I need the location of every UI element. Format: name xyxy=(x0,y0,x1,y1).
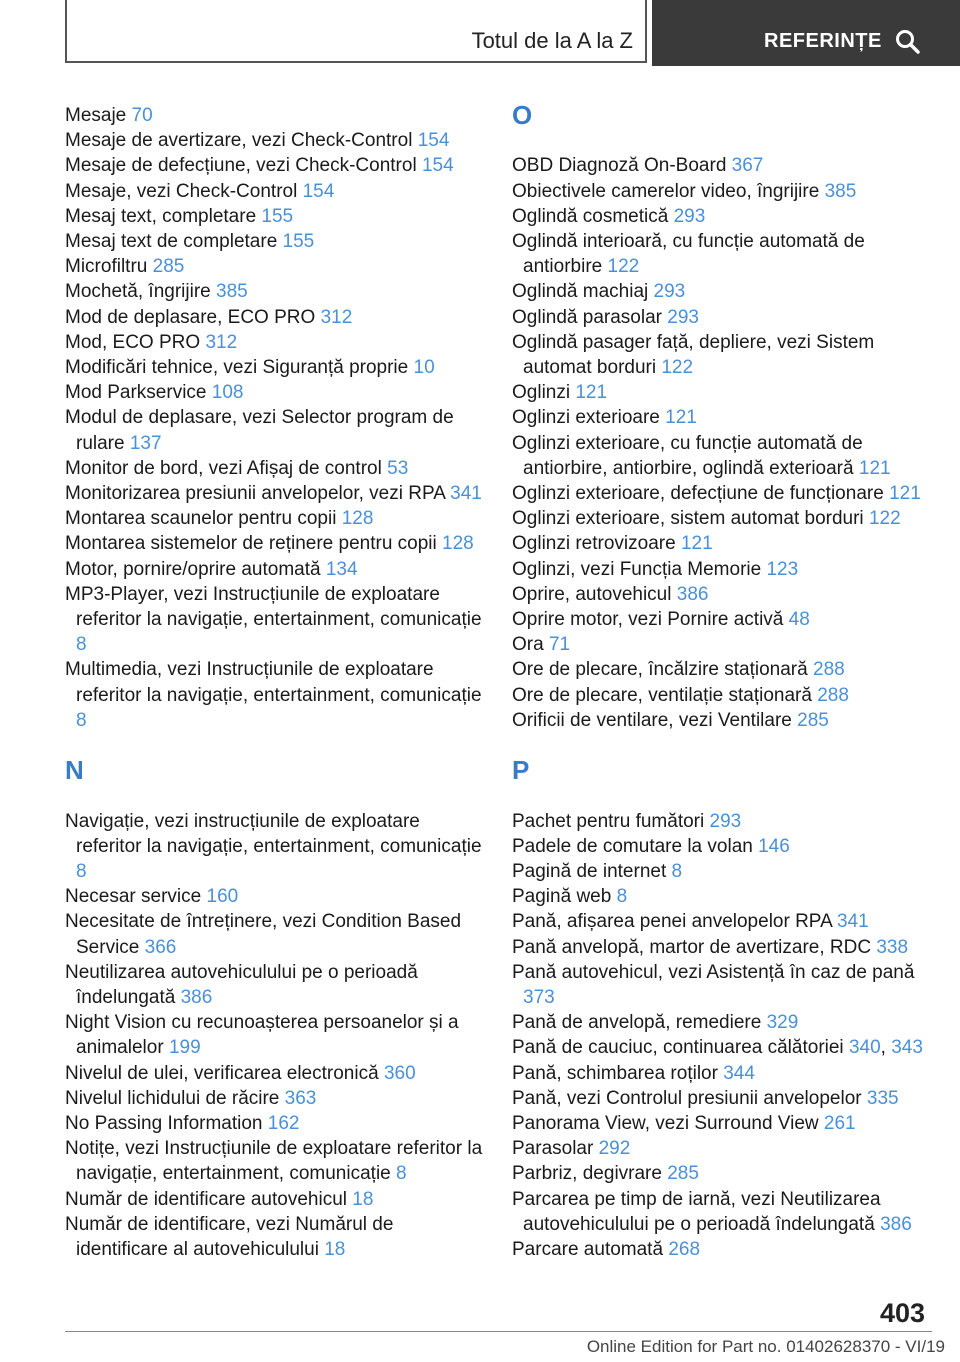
index-entry xyxy=(65,128,485,153)
index-entry xyxy=(65,1136,485,1186)
index-entry xyxy=(512,859,932,884)
page-link[interactable]: 18 xyxy=(324,1239,346,1261)
footer-divider xyxy=(65,1331,932,1332)
index-entry xyxy=(65,153,485,178)
page-link[interactable]: 121 xyxy=(665,407,697,429)
index-entry xyxy=(512,153,932,178)
index-entry-text: Pană, vezi Controlul presiunii anvelopelor xyxy=(512,1087,862,1109)
index-entry-text: Mod Parkservice xyxy=(65,382,207,404)
index-entry-text: Pană de cauciuc, continuarea călătoriei xyxy=(512,1037,844,1059)
index-entry xyxy=(65,229,485,254)
index-entry-text: Night Vision cu recunoașterea persoanelor și a animalelor xyxy=(65,1012,459,1059)
index-entry-text: Oglinzi exterioare, defecțiune de funcționare xyxy=(512,483,884,505)
index-entry xyxy=(65,204,485,229)
page-link[interactable]: 199 xyxy=(168,1037,201,1059)
page-link[interactable]: 385 xyxy=(824,180,857,202)
index-entry xyxy=(512,1086,932,1111)
page-link[interactable]: 340 xyxy=(848,1037,881,1059)
index-entry-text: Mod, ECO PRO xyxy=(65,331,201,353)
page-link[interactable]: 343 xyxy=(891,1037,923,1059)
page-link[interactable]: 123 xyxy=(766,558,799,580)
index-column-left xyxy=(65,103,485,1262)
index-entry-text: MP3-Player, vezi Instrucțiunile de exploatare referitor la navigație, entertainment, comunicație xyxy=(65,583,482,631)
index-entry xyxy=(512,909,932,934)
footer-edition: Online Edition for Part no. 01402628370 - VI/19 xyxy=(586,1337,945,1356)
index-entry-text: Număr de identificare autovehicul xyxy=(65,1188,347,1210)
index-entry xyxy=(512,884,932,909)
page-link[interactable]: 341 xyxy=(450,483,482,505)
index-entry-text: No Passing Information xyxy=(65,1113,263,1135)
index-entry-text: OBD Diagnoză On-Board xyxy=(512,155,727,177)
page-link[interactable]: 386 xyxy=(880,1213,912,1235)
page-link[interactable]: 128 xyxy=(341,508,374,530)
index-entry-text: Mesaje de avertizare, vezi Check-Control xyxy=(65,130,413,152)
index-entry-text: Oglindă pasager față, depliere, vezi Sistem automat borduri xyxy=(512,331,875,378)
index-entry-text: Necesitate de întreținere, vezi Condition Based Service xyxy=(65,911,462,958)
page-link[interactable]: 288 xyxy=(813,659,845,681)
page-link[interactable]: 288 xyxy=(817,684,849,706)
index-entry-text: Mesaje xyxy=(65,105,127,126)
index-letter-heading: O xyxy=(512,100,533,130)
index-entry xyxy=(512,330,932,380)
page-link[interactable]: 268 xyxy=(668,1239,701,1261)
index-entry-text: Oglinzi exterioare, cu funcție automată de antiorbire, antiorbire, oglindă exterioară xyxy=(512,432,863,479)
index-entry xyxy=(65,456,485,481)
index-entry-text: Ore de plecare, ventilație staționară xyxy=(512,684,812,706)
section-gap xyxy=(512,733,932,758)
index-entry-text: Oprire, autovehicul xyxy=(512,583,672,605)
index-entry xyxy=(65,254,485,279)
page-link[interactable]: 154 xyxy=(417,130,450,152)
section-gap xyxy=(65,733,485,758)
index-entry xyxy=(65,279,485,304)
index-entry xyxy=(512,1111,932,1136)
index-entry-text: Pană autovehicul, vezi Asistență în caz de pană xyxy=(512,961,915,983)
page-link[interactable]: 386 xyxy=(180,987,213,1009)
page-link[interactable]: 160 xyxy=(206,886,239,908)
page-link[interactable]: 341 xyxy=(836,911,869,933)
index-entry xyxy=(512,708,932,733)
page-link[interactable]: 71 xyxy=(548,634,571,656)
index-entry xyxy=(512,305,932,330)
index-entry xyxy=(512,1161,932,1186)
page-link[interactable]: 338 xyxy=(876,936,909,958)
index-entry xyxy=(65,103,485,128)
page-link[interactable]: 155 xyxy=(282,231,315,253)
page-link[interactable]: 8 xyxy=(76,634,87,656)
index-entry xyxy=(512,809,932,834)
page-link[interactable]: 121 xyxy=(680,533,713,555)
index-entry-text: Pană anvelopă, martor de avertizare, RDC xyxy=(512,936,872,958)
index-entry xyxy=(512,481,932,506)
index-entry-text: Ore de plecare, încălzire staționară xyxy=(512,659,808,681)
page-number: 403 xyxy=(880,1298,926,1328)
index-entry xyxy=(65,884,485,909)
page-link[interactable]: 385 xyxy=(216,281,248,303)
page-link[interactable]: 367 xyxy=(731,155,764,177)
index-entry xyxy=(512,431,932,481)
index-entry xyxy=(512,279,932,304)
page-link[interactable]: 154 xyxy=(302,180,335,202)
index-entry-text: Pană, afișarea penei anvelopelor RPA xyxy=(512,911,832,933)
index-entry-text: Oglinzi retrovizoare xyxy=(512,533,676,555)
page-link[interactable]: 108 xyxy=(211,382,244,404)
section-gap xyxy=(512,128,932,153)
index-entry-text: Multimedia, vezi Instrucțiunile de exploatare referitor la navigație, entertainment, comunicație xyxy=(65,659,482,706)
page-link[interactable]: 134 xyxy=(325,558,358,580)
index-entry-text: Oglinzi exterioare, sistem automat borduri xyxy=(512,508,864,530)
index-entry-text: Neutilizarea autovehiculului pe o perioadă îndelungată xyxy=(65,961,418,1009)
page-link[interactable]: 48 xyxy=(788,609,810,631)
index-entry-text: Mesaj text de completare xyxy=(65,231,278,253)
index-entry xyxy=(512,960,932,1010)
index-entry-text: Pagină de internet xyxy=(512,861,667,883)
index-entry-text: Monitor de bord, vezi Afișaj de control xyxy=(65,457,382,479)
index-entry-text: Mochetă, îngrijire xyxy=(65,281,211,303)
index-entry-text: Mesaj text, completare xyxy=(65,205,257,227)
index-entry-text: Ora xyxy=(512,634,544,656)
index-entry xyxy=(65,960,485,1010)
index-entry xyxy=(65,1061,485,1086)
index-entry-text: Parcarea pe timp de iarnă, vezi Neutilizarea autovehiculului pe o perioadă îndelungată xyxy=(512,1188,881,1235)
index-entry xyxy=(512,506,932,531)
index-entry xyxy=(512,657,932,682)
index-entry-text: Oglindă cosmetică xyxy=(512,205,669,227)
page-link[interactable]: 292 xyxy=(598,1138,631,1160)
page-link[interactable]: 162 xyxy=(267,1113,300,1135)
page-link[interactable]: 8 xyxy=(76,861,87,883)
index-entry xyxy=(512,1061,932,1086)
index-entry-text: Parasolar xyxy=(512,1138,594,1160)
index-entry-text: Mesaje de defecțiune, vezi Check-Control xyxy=(65,155,417,177)
page-link[interactable]: 312 xyxy=(320,306,353,328)
index-entry xyxy=(512,1237,932,1262)
page-link[interactable]: 261 xyxy=(823,1113,856,1135)
page-link[interactable]: 146 xyxy=(758,835,790,857)
index-entry xyxy=(65,506,485,531)
index-entry xyxy=(65,481,485,506)
page-link[interactable]: 293 xyxy=(653,281,686,303)
index-entry xyxy=(512,607,932,632)
page-link[interactable]: 154 xyxy=(421,155,454,177)
index-entry xyxy=(65,909,485,959)
index-entry-text: Orificii de ventilare, vezi Ventilare xyxy=(512,709,792,731)
index-entry-text: Obiectivele camerelor video, îngrijire xyxy=(512,180,820,202)
index-letter-heading: N xyxy=(65,755,84,786)
index-entry xyxy=(512,582,932,607)
section-gap xyxy=(512,783,932,808)
index-entry-text: Oglindă interioară, cu funcție automată de antiorbire xyxy=(512,230,865,278)
index-entry xyxy=(65,557,485,582)
page-link[interactable]: 285 xyxy=(797,709,829,731)
index-entry xyxy=(512,380,932,405)
page-link[interactable]: 366 xyxy=(144,936,177,958)
page-link[interactable]: 293 xyxy=(667,306,699,328)
index-entry-text: Modul de deplasare, vezi Selector program de rulare xyxy=(65,407,454,454)
index-entry xyxy=(512,632,932,657)
index-entry-text: Număr de identificare, vezi Numărul de identificare al autovehiculului xyxy=(65,1213,394,1261)
page-link[interactable]: 312 xyxy=(205,331,238,353)
page-link[interactable]: 335 xyxy=(866,1087,899,1109)
index-column-right xyxy=(512,100,932,1262)
page-link[interactable]: 122 xyxy=(607,256,640,278)
page-link[interactable]: 8 xyxy=(76,709,87,731)
index-entry xyxy=(65,330,485,355)
index-entry xyxy=(512,204,932,229)
index-entry-text: Oprire motor, vezi Pornire activă xyxy=(512,609,784,631)
page-link[interactable]: 122 xyxy=(868,508,901,530)
chapter-label: REFERINȚE xyxy=(764,30,882,52)
page-link[interactable]: 155 xyxy=(261,205,294,227)
index-entry-text: Parbriz, degivrare xyxy=(512,1163,662,1185)
page-link[interactable]: 344 xyxy=(723,1062,755,1084)
index-entry xyxy=(65,305,485,330)
page-link[interactable]: 121 xyxy=(575,382,608,404)
index-entry-text: Pană de anvelopă, remediere xyxy=(512,1012,762,1034)
index-entry xyxy=(65,405,485,455)
page-link[interactable]: 285 xyxy=(667,1163,699,1185)
section-gap xyxy=(65,783,485,808)
chapter-tab[interactable] xyxy=(652,0,960,66)
page-link[interactable]: 329 xyxy=(766,1012,799,1034)
index-entry xyxy=(65,179,485,204)
page-link[interactable]: 70 xyxy=(131,105,153,126)
index-entry-text: Modificări tehnice, vezi Siguranță proprie xyxy=(65,357,409,379)
index-entry xyxy=(65,657,485,733)
index-entry-text: Panorama View, vezi Surround View xyxy=(512,1113,819,1135)
index-entry-text: Navigație, vezi instrucțiunile de exploatare referitor la navigație, entertainment, comunicație xyxy=(65,810,482,857)
index-letter-heading: P xyxy=(512,755,530,786)
page-link[interactable]: 122 xyxy=(661,357,694,378)
index-entry-text: Nivelul de ulei, verificarea electronică xyxy=(65,1062,379,1084)
index-entry xyxy=(512,531,932,556)
page-link[interactable]: 285 xyxy=(152,256,185,278)
page-link[interactable]: 373 xyxy=(523,987,555,1009)
index-entry xyxy=(65,582,485,658)
page-link[interactable]: 8 xyxy=(616,886,628,908)
index-entry xyxy=(65,1187,485,1212)
page-link[interactable]: 386 xyxy=(676,583,709,605)
index-entry xyxy=(512,834,932,859)
page-link[interactable]: 363 xyxy=(284,1087,317,1109)
index-entry xyxy=(512,1187,932,1237)
index-entry-text: Microfiltru xyxy=(65,256,148,278)
search-icon[interactable] xyxy=(894,28,922,56)
index-entry xyxy=(512,1010,932,1035)
index-entry-text: Notițe, vezi Instrucțiunile de exploatare referitor la navigație, entertainment, comunicație xyxy=(65,1138,483,1185)
index-entry xyxy=(65,380,485,405)
index-entry-text: Oglinzi xyxy=(512,382,571,404)
index-entry-text: Pagină web xyxy=(512,886,612,908)
index-entry xyxy=(512,179,932,204)
index-entry-text: Oglinzi exterioare xyxy=(512,407,660,429)
index-entry: Pană de cauciuc, continuarea călătoriei 340, 343 xyxy=(512,1037,923,1059)
index-entry xyxy=(65,1086,485,1111)
index-entry-text: Oglindă parasolar xyxy=(512,306,662,328)
index-entry-text: Mesaje, vezi Check-Control xyxy=(65,180,298,202)
index-entry xyxy=(65,531,485,556)
page-link[interactable]: 53 xyxy=(387,457,409,479)
index-entry xyxy=(512,1136,932,1161)
page-link[interactable]: 10 xyxy=(413,357,435,379)
index-entry-text: Pană, schimbarea roților xyxy=(512,1062,718,1084)
index-entry-text: Mod de deplasare, ECO PRO xyxy=(65,306,316,328)
index-entry-text: Necesar service xyxy=(65,886,202,908)
index-entry xyxy=(65,1212,485,1262)
index-entry xyxy=(512,229,932,279)
index-entry-text: Oglinzi, vezi Funcția Memorie xyxy=(512,558,762,580)
section-title: Totul de la A la Z xyxy=(471,28,633,53)
page-link[interactable]: 18 xyxy=(352,1188,374,1210)
index-entry-text: Nivelul lichidului de răcire xyxy=(65,1087,280,1109)
index-entry xyxy=(65,809,485,885)
index-entry-text: Montarea sistemelor de reținere pentru copii xyxy=(65,533,437,555)
index-entry-text: Padele de comutare la volan xyxy=(512,835,753,857)
index-entry-text: Oglindă machiaj xyxy=(512,281,649,303)
index-entry-text: Monitorizarea presiunii anvelopelor, vezi RPA xyxy=(65,483,445,505)
page-link[interactable]: 8 xyxy=(671,861,683,883)
section-tab xyxy=(65,0,647,63)
page-link[interactable]: 293 xyxy=(673,205,706,227)
index-entry xyxy=(65,355,485,380)
index-entry-text: Parcare automată xyxy=(512,1239,664,1261)
page-link[interactable]: 128 xyxy=(442,533,474,555)
index-entry xyxy=(512,557,932,582)
index-entry-text: Montarea scaunelor pentru copii xyxy=(65,508,337,530)
index-entry xyxy=(512,935,932,960)
index-entry-text: Motor, pornire/oprire automată xyxy=(65,558,321,580)
page-header xyxy=(0,0,960,66)
page-link[interactable]: 293 xyxy=(709,810,742,832)
index-entry xyxy=(65,1010,485,1060)
page-link[interactable]: 121 xyxy=(889,483,921,505)
page-link[interactable]: 121 xyxy=(858,457,891,479)
index-entry xyxy=(65,1111,485,1136)
index-entry xyxy=(512,683,932,708)
index-entry-text: Pachet pentru fumători xyxy=(512,810,705,832)
page-link[interactable]: 8 xyxy=(396,1163,407,1185)
index-entry xyxy=(512,405,932,430)
page-link[interactable]: 360 xyxy=(383,1062,416,1084)
page-link[interactable]: 137 xyxy=(129,432,162,454)
